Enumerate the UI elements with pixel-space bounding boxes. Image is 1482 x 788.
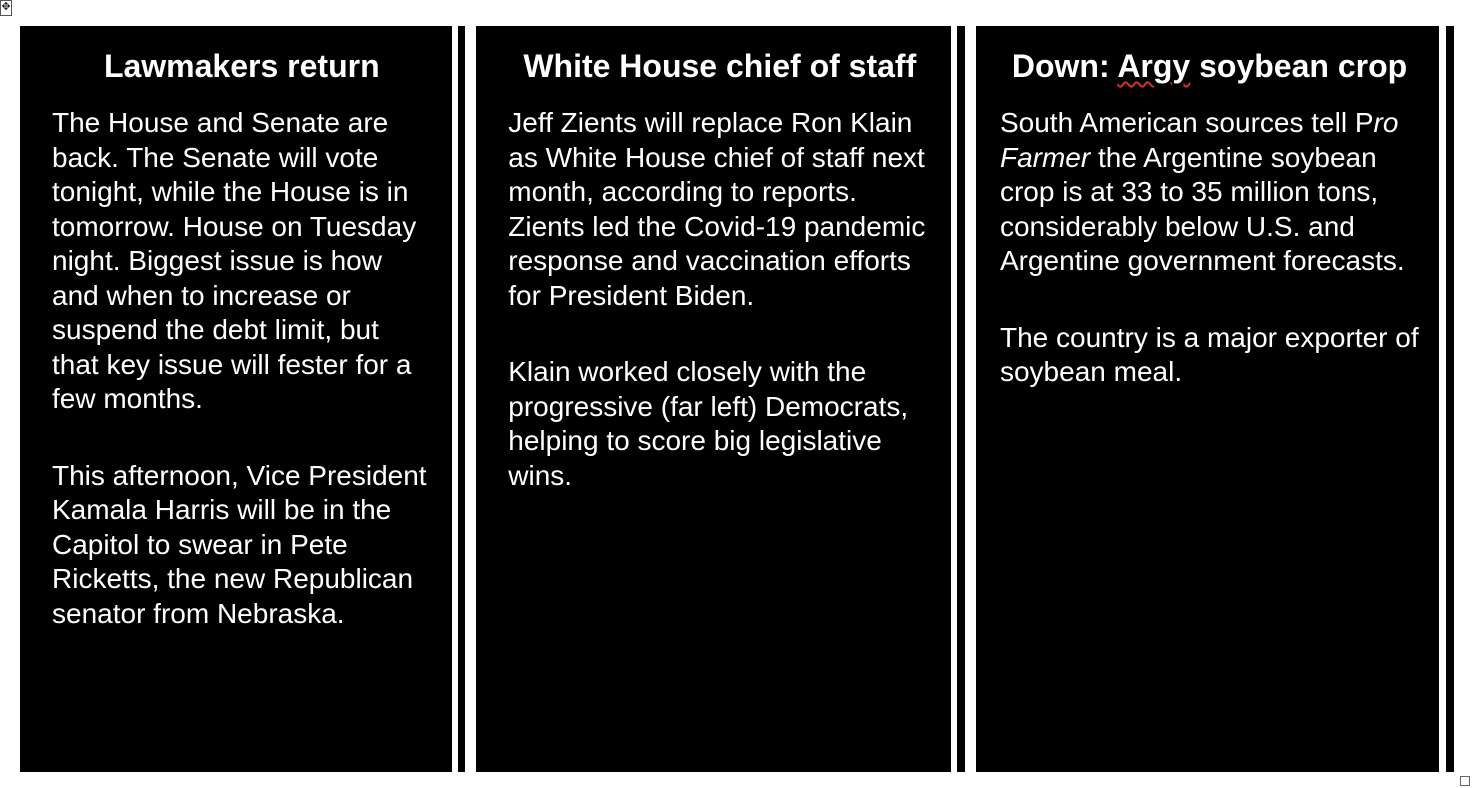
column-divider bbox=[951, 26, 976, 772]
table-right-border bbox=[1446, 26, 1454, 772]
column-heading: White House chief of staff bbox=[523, 48, 917, 84]
paragraph-text: the Argentine soybean crop is at 33 to 35 million tons, considerably below U.S. and Argentine government forecasts. bbox=[999, 141, 1405, 276]
column-paragraph: The House and Senate are back. The Senate will vote tonight, while the House is in tomorrow. House on Tuesday night. Biggest issue is how and when to increase or suspend the debt limit, but that key issue will fester for a few months. bbox=[52, 107, 417, 414]
paragraph-text: South American sources tell P bbox=[999, 107, 1374, 138]
column-paragraph bbox=[1000, 106, 1419, 279]
heading-prefix: Down: bbox=[1011, 48, 1118, 84]
table-move-handle-icon[interactable]: ✥ bbox=[0, 0, 12, 16]
column-paragraph: Jeff Zients will replace Ron Klain as White House chief of staff next month, according to reports. Zients led the Covid-19 pandemic response and vaccination efforts for President Biden. bbox=[508, 107, 926, 311]
table-resize-handle-icon[interactable] bbox=[1460, 776, 1470, 786]
heading-suffix: soybean crop bbox=[1190, 48, 1408, 84]
column-white-house-chief-of-staff[interactable] bbox=[476, 26, 951, 772]
column-paragraph: Klain worked closely with the progressive (far left) Democrats, helping to score big legislative wins. bbox=[508, 356, 909, 491]
spellcheck-flagged-word[interactable]: Argy bbox=[1117, 48, 1191, 84]
publication-name: ro Farmer bbox=[999, 107, 1399, 173]
column-paragraph: The country is a major exporter of soybean meal. bbox=[999, 321, 1419, 387]
column-heading bbox=[1000, 46, 1419, 86]
newsletter-table bbox=[20, 26, 1454, 772]
column-heading: Lawmakers return bbox=[103, 48, 380, 84]
column-paragraph: This afternoon, Vice President Kamala Harris will be in the Capitol to swear in Pete Ricketts, the new Republican senator from Nebraska. bbox=[52, 459, 427, 629]
column-argy-soybean-crop[interactable] bbox=[976, 26, 1439, 772]
column-divider bbox=[452, 26, 477, 772]
column-lawmakers-return[interactable] bbox=[20, 26, 452, 772]
